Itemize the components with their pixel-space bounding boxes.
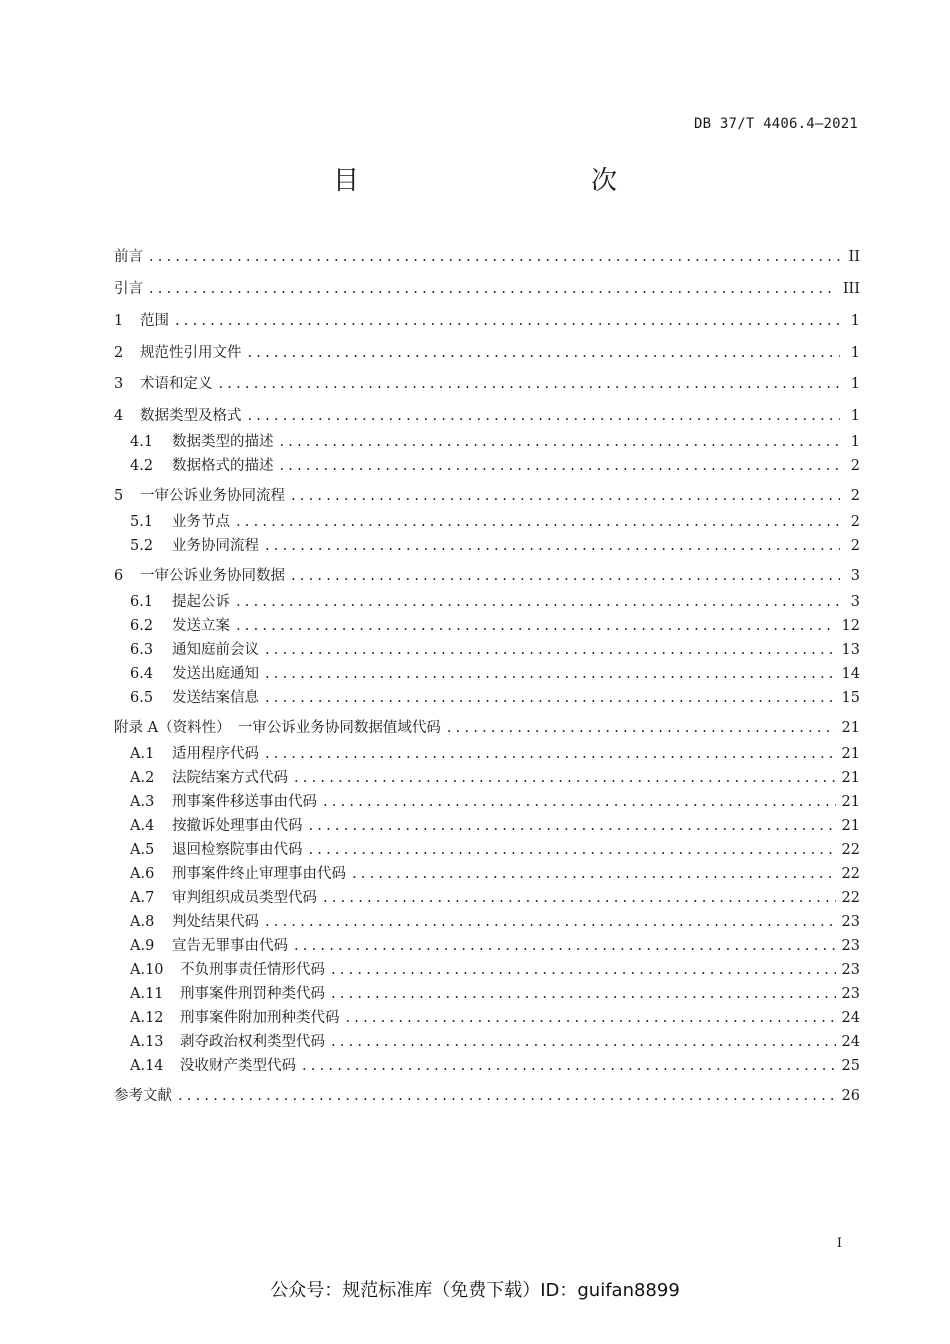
toc-entry-page: 22 — [841, 890, 860, 906]
toc-entry-page: 1 — [850, 408, 860, 424]
toc-entry-number: A.4 — [130, 818, 155, 834]
toc-entry-page: 21 — [841, 818, 860, 834]
toc-entry-page: 15 — [841, 690, 860, 706]
toc-leader-dots — [280, 455, 841, 477]
toc-leader-dots — [236, 511, 840, 533]
toc-entry-label: 业务节点 — [172, 514, 230, 530]
toc-entry-label: 前言 — [114, 249, 143, 265]
toc-entry-page: 1 — [850, 376, 860, 392]
toc-entry-page: 24 — [841, 1010, 860, 1026]
toc-entry-label: 规范性引用文件 — [140, 345, 242, 361]
toc-entry-page: 2 — [850, 458, 860, 474]
toc-leader-dots — [265, 911, 836, 933]
toc-entry-label: 数据类型及格式 — [140, 408, 242, 424]
toc-entry[interactable] — [130, 839, 860, 861]
toc-entry[interactable] — [114, 342, 860, 364]
toc-leader-dots — [323, 887, 836, 909]
toc-leader-dots — [178, 1085, 836, 1107]
toc-entry-label: 参考文献 — [114, 1088, 172, 1104]
toc-entry-label: 引言 — [114, 281, 143, 297]
toc-entry-page: 3 — [850, 594, 860, 610]
toc-entry[interactable] — [130, 863, 860, 885]
toc-entry-label: 一审公诉业务协同流程 — [140, 488, 285, 504]
toc-entry-number: A.5 — [130, 842, 155, 858]
toc-entry-number: A.9 — [130, 938, 155, 954]
toc-entry-number: 6.5 — [130, 690, 154, 706]
toc-entry-page: 2 — [850, 514, 860, 530]
toc-entry[interactable] — [114, 405, 860, 427]
toc-leader-dots — [236, 591, 840, 613]
toc-entry-label: 没收财产类型代码 — [180, 1058, 296, 1074]
toc-entry-number: 6.2 — [130, 618, 154, 634]
watermark-text: 公众号：规范标准库（免费下载）ID：guifan8899 — [270, 1280, 680, 1301]
toc-entry-number: A.8 — [130, 914, 155, 930]
toc-leader-dots — [309, 839, 836, 861]
toc-entry[interactable] — [130, 431, 860, 453]
toc-entry-number: 3 — [114, 376, 124, 392]
toc-entry-label: 术语和定义 — [140, 376, 213, 392]
toc-entry-label: 范围 — [140, 313, 169, 329]
toc-entry-label: 一审公诉业务协同数据 — [140, 568, 285, 584]
toc-entry-page: 21 — [841, 770, 860, 786]
toc-entry[interactable] — [114, 246, 860, 268]
toc-entry[interactable] — [114, 1085, 860, 1107]
toc-entry-number: 4 — [114, 408, 124, 424]
toc-entry-number: 5 — [114, 488, 124, 504]
toc-leader-dots — [280, 431, 841, 453]
toc-entry[interactable] — [130, 591, 860, 613]
toc-entry[interactable] — [130, 959, 860, 981]
toc-entry-page: 23 — [841, 914, 860, 930]
toc-entry-page: 21 — [841, 720, 860, 736]
toc-entry-page: 22 — [841, 842, 860, 858]
toc-entry[interactable] — [130, 663, 860, 685]
toc-entry-label: 适用程序代码 — [172, 746, 259, 762]
page-number: I — [836, 1236, 842, 1251]
toc-entry-label: 刑事案件附加刑种类代码 — [180, 1010, 340, 1026]
toc-leader-dots — [294, 935, 836, 957]
toc-entry-page: 14 — [841, 666, 860, 682]
toc-entry-number: A.12 — [130, 1010, 164, 1026]
toc-leader-dots — [149, 278, 837, 300]
toc-entry[interactable] — [130, 983, 860, 1005]
toc-entry[interactable] — [130, 639, 860, 661]
toc-entry-number: 6 — [114, 568, 124, 584]
toc-leader-dots — [323, 791, 836, 813]
toc-entry-number: 4.1 — [130, 434, 154, 450]
toc-entry-page: 21 — [841, 746, 860, 762]
toc-entry-page: 2 — [850, 538, 860, 554]
toc-leader-dots — [265, 687, 836, 709]
toc-entry-label: 数据类型的描述 — [172, 434, 274, 450]
toc-leader-dots — [331, 959, 836, 981]
toc-entry-label: 通知庭前会议 — [172, 642, 259, 658]
toc-entry-number: A.1 — [130, 746, 155, 762]
toc-leader-dots — [294, 767, 836, 789]
toc-leader-dots — [331, 983, 836, 1005]
toc-entry-number: 4.2 — [130, 458, 154, 474]
toc-entry-page: 24 — [841, 1034, 860, 1050]
toc-leader-dots — [302, 1055, 836, 1077]
toc-entry[interactable] — [130, 687, 860, 709]
toc-entry[interactable] — [130, 1007, 860, 1029]
toc-entry-page: 1 — [850, 345, 860, 361]
toc-leader-dots — [331, 1031, 836, 1053]
toc-entry[interactable] — [130, 935, 860, 957]
toc-entry[interactable] — [130, 815, 860, 837]
toc-entry-page: 1 — [850, 313, 860, 329]
toc-entry-number: 6.3 — [130, 642, 154, 658]
toc-leader-dots — [248, 405, 841, 427]
toc-entry-label: 不负刑事责任情形代码 — [180, 962, 325, 978]
toc-entry-label: 审判组织成员类型代码 — [172, 890, 317, 906]
toc-leader-dots — [309, 815, 836, 837]
toc-entry-label: 刑事案件终止审理事由代码 — [172, 866, 346, 882]
toc-entry-label: 按撤诉处理事由代码 — [172, 818, 303, 834]
toc-entry[interactable] — [114, 278, 860, 300]
toc-entry-number: 5.1 — [130, 514, 154, 530]
toc-entry-page: 13 — [841, 642, 860, 658]
toc-entry-label: 刑事案件刑罚种类代码 — [180, 986, 325, 1002]
toc-leader-dots — [248, 342, 841, 364]
toc-entry-page: 1 — [850, 434, 860, 450]
toc-entry[interactable] — [114, 310, 860, 332]
toc-entry[interactable] — [130, 1055, 860, 1077]
toc-entry-page: 26 — [841, 1088, 860, 1104]
toc-entry-label: 宣告无罪事由代码 — [172, 938, 288, 954]
toc-entry-page: 3 — [850, 568, 860, 584]
toc-entry[interactable] — [130, 455, 860, 477]
toc-leader-dots — [265, 535, 840, 557]
toc-entry-page: 2 — [850, 488, 860, 504]
toc-entry-number: A.13 — [130, 1034, 164, 1050]
toc-entry-page: II — [848, 249, 860, 265]
toc-entry-label: 法院结案方式代码 — [172, 770, 288, 786]
toc-leader-dots — [291, 485, 840, 507]
toc-entry-number: 1 — [114, 313, 124, 329]
toc-entry[interactable] — [130, 1031, 860, 1053]
toc-entry[interactable] — [130, 511, 860, 533]
toc-entry-label: 退回检察院事由代码 — [172, 842, 303, 858]
toc-leader-dots — [346, 1007, 836, 1029]
toc-leader-dots — [265, 743, 836, 765]
page-title: 目 次 — [332, 166, 677, 196]
toc-entry-page: 23 — [841, 986, 860, 1002]
toc-entry-page: 12 — [841, 618, 860, 634]
toc-entry-label: 数据格式的描述 — [172, 458, 274, 474]
toc-entry[interactable] — [130, 743, 860, 765]
toc-entry-label: 业务协同流程 — [172, 538, 259, 554]
toc-entry-number: 5.2 — [130, 538, 154, 554]
toc-entry-number: A.2 — [130, 770, 155, 786]
toc-leader-dots — [291, 565, 840, 587]
toc-entry[interactable] — [114, 565, 860, 587]
toc-leader-dots — [352, 863, 836, 885]
toc-entry-number: A.6 — [130, 866, 155, 882]
toc-entry-page: 22 — [841, 866, 860, 882]
toc-entry-page: 25 — [841, 1058, 860, 1074]
toc-entry[interactable] — [114, 373, 860, 395]
toc-entry[interactable] — [130, 887, 860, 909]
toc-entry-label: 发送出庭通知 — [172, 666, 259, 682]
toc-entry[interactable] — [130, 911, 860, 933]
toc-entry-number: 6.4 — [130, 666, 154, 682]
toc-leader-dots — [219, 373, 841, 395]
toc-entry-label: 发送结案信息 — [172, 690, 259, 706]
toc-entry-number: A.3 — [130, 794, 155, 810]
toc-entry-label: 附录 A（资料性） 一审公诉业务协同数据值域代码 — [114, 720, 441, 736]
toc-entry-number: A.7 — [130, 890, 155, 906]
toc-entry[interactable] — [114, 485, 860, 507]
toc-leader-dots — [175, 310, 840, 332]
toc-leader-dots — [265, 639, 836, 661]
toc-entry-page: 21 — [841, 794, 860, 810]
toc-entry-page: 23 — [841, 962, 860, 978]
document-code: DB 37/T 4406.4—2021 — [694, 116, 858, 132]
toc-entry[interactable] — [130, 615, 860, 637]
toc-entry-label: 提起公诉 — [172, 594, 230, 610]
toc-entry-label: 判处结果代码 — [172, 914, 259, 930]
toc-entry-label: 刑事案件移送事由代码 — [172, 794, 317, 810]
toc-leader-dots — [265, 663, 836, 685]
toc-leader-dots — [236, 615, 836, 637]
toc-leader-dots — [149, 246, 840, 268]
toc-entry-number: A.11 — [130, 986, 164, 1002]
toc-entry-number: A.10 — [130, 962, 164, 978]
toc-entry[interactable] — [130, 767, 860, 789]
toc-entry-number: 6.1 — [130, 594, 154, 610]
toc-entry[interactable] — [130, 791, 860, 813]
toc-entry-number: 2 — [114, 345, 124, 361]
toc-entry-page: 23 — [841, 938, 860, 954]
toc-entry[interactable] — [114, 717, 860, 739]
toc-entry-label: 剥夺政治权利类型代码 — [180, 1034, 325, 1050]
toc-entry-label: 发送立案 — [172, 618, 230, 634]
toc-entry-page: III — [842, 281, 860, 297]
toc-entry[interactable] — [130, 535, 860, 557]
toc-entry-number: A.14 — [130, 1058, 164, 1074]
toc-leader-dots — [447, 717, 836, 739]
